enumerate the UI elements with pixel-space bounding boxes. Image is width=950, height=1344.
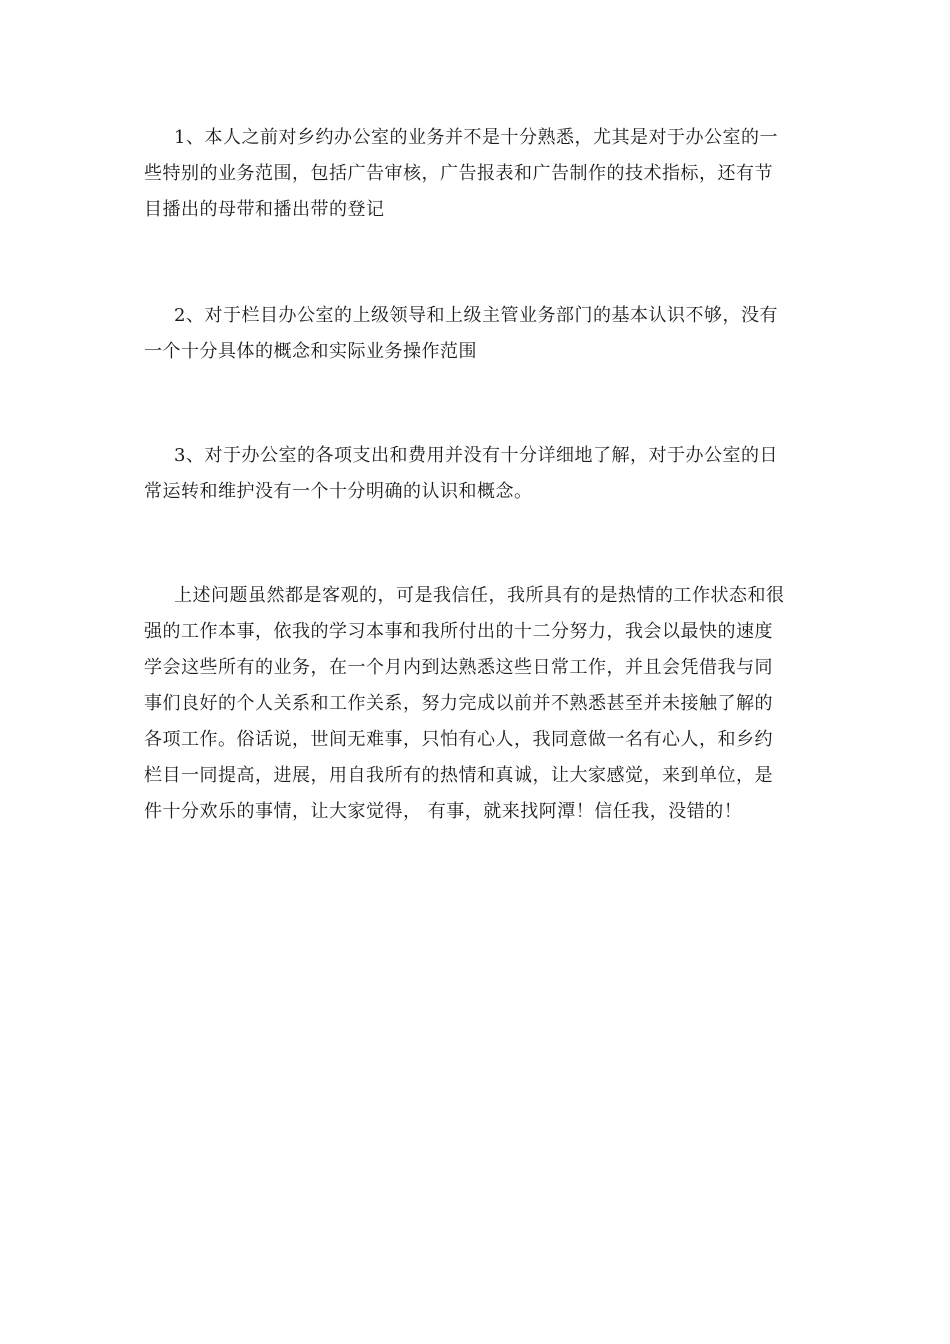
paragraph-line: 1、本人之前对乡约办公室的业务并不是十分熟悉，尤其是对于办公室的一 — [174, 127, 778, 148]
paragraph-line: 常运转和维护没有一个十分明确的认识和概念。 — [144, 481, 533, 502]
paragraph-line: 强的工作本事，依我的学习本事和我所付出的十二分努力，我会以最快的速度 — [144, 621, 773, 642]
paragraph-3 — [144, 438, 804, 510]
paragraph-line: 栏目一同提高，进展，用自我所有的热情和真诚，让大家感觉，来到单位，是 — [144, 765, 773, 786]
paragraph-line: 件十分欢乐的事情，让大家觉得， 有事，就来找阿潭！信任我，没错的！ — [144, 801, 743, 822]
paragraph-line: 学会这些所有的业务，在一个月内到达熟悉这些日常工作，并且会凭借我与同 — [144, 657, 773, 678]
paragraph-line: 各项工作。俗话说，世间无难事，只怕有心人，我同意做一名有心人，和乡约 — [144, 729, 773, 750]
paragraph-line: 上述问题虽然都是客观的，可是我信任，我所具有的是热情的工作状态和很 — [174, 585, 785, 606]
paragraph-2 — [144, 298, 804, 370]
paragraph-line: 2、对于栏目办公室的上级领导和上级主管业务部门的基本认识不够，没有 — [174, 305, 778, 326]
paragraph-line: 事们良好的个人关系和工作关系，努力完成以前并不熟悉甚至并未接触了解的 — [144, 693, 773, 714]
paragraph-1 — [144, 120, 804, 228]
paragraph-line: 些特别的业务范围，包括广告审核，广告报表和广告制作的技术指标，还有节 — [144, 163, 773, 184]
paragraph-line: 3、对于办公室的各项支出和费用并没有十分详细地了解，对于办公室的日 — [174, 445, 778, 466]
paragraph-line: 目播出的母带和播出带的登记 — [144, 199, 385, 220]
paragraph-line: 一个十分具体的概念和实际业务操作范围 — [144, 341, 477, 362]
paragraph-4 — [144, 578, 804, 830]
